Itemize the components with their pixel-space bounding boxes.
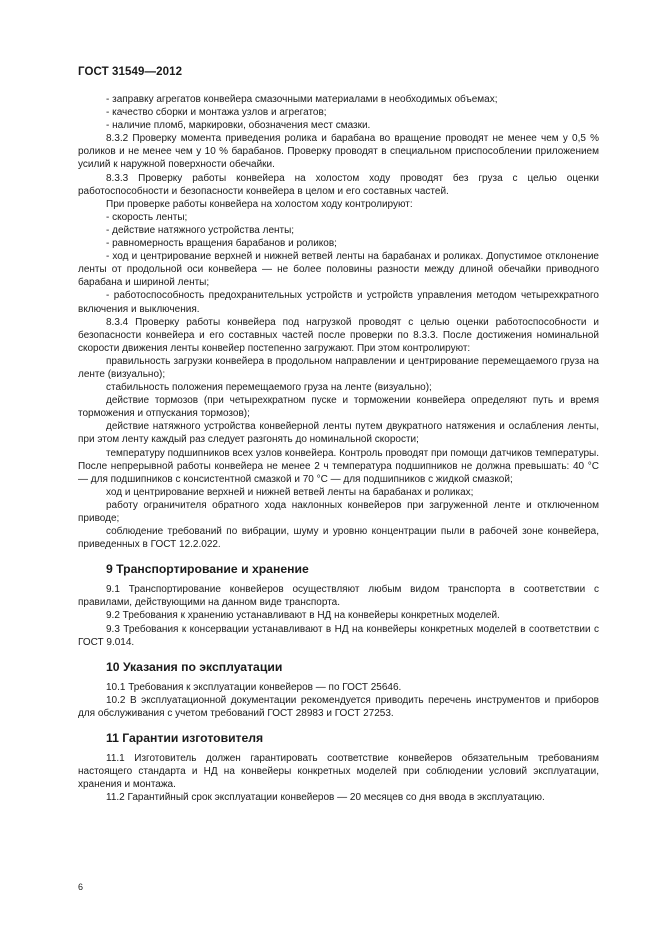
paragraph: При проверке работы конвейера на холостом ходу контролируют: xyxy=(106,198,413,210)
section-title: 11 Гарантии изготовителя xyxy=(106,731,264,746)
paragraph: 8.3.3 Проверку работы конвейера на холостом ходу проводят без груза с целью оценки работоспособности и безопасности конвейера в целом и его составных частей. xyxy=(78,172,599,197)
paragraph: стабильность положения перемещаемого груза на ленте (визуально); xyxy=(106,382,432,394)
paragraph: 10.1 Требования к эксплуатации конвейеров — по ГОСТ 25646. xyxy=(106,681,402,693)
paragraph: 11.2 Гарантийный срок эксплуатации конвейеров — 20 месяцев со дня ввода в эксплуатацию. xyxy=(106,792,545,804)
section-title: 9 Транспортирование и хранение xyxy=(106,562,309,577)
list-item: - работоспособность предохранительных устройств и устройств управления методом четырехкратного включения и выключения. xyxy=(78,290,599,315)
paragraph: действие натяжного устройства конвейерной ленты путем двукратного натяжения и ослабления ленты, при этом ленту каждый раз следует разгонять до номинальной скорости; xyxy=(78,421,599,446)
document-body xyxy=(78,93,599,804)
paragraph: 11.1 Изготовитель должен гарантировать соответствие конвейеров обязательным требованиям настоящего стандарта и НД на конвейеры конкретных моделей при соблюдении условий эксплуатации, хранения и монтажа. xyxy=(78,753,599,791)
list-item: - действие натяжного устройства ленты; xyxy=(106,224,295,236)
list-item: - равномерность вращения барабанов и роликов; xyxy=(106,238,337,250)
paragraph: 8.3.4 Проверку работы конвейера под нагрузкой проводят с целью оценки работоспособности и безопасности конвейера и его составных частей после проверки по 8.3.3. После достижения номинальной скорости движения ленты конвейер постепенно загружают. При этом контролируют: xyxy=(78,316,599,354)
paragraph: 9.2 Требования к хранению устанавливают в НД на конвейеры конкретных моделей. xyxy=(106,610,500,622)
paragraph: температуру подшипников всех узлов конвейера. Контроль проводят при помощи датчиков температуры. После непрерывной работы конвейера не менее 2 ч температура подшипников не должна превышать: 40 °C — для подшипников с консистентной смазкой и 70 °C — для подшипников с жидкой смазкой; xyxy=(78,447,599,485)
page-number: 6 xyxy=(78,882,84,892)
list-item: - наличие пломб, маркировки, обозначения мест смазки. xyxy=(106,120,371,132)
document-header: ГОСТ 31549—2012 xyxy=(78,66,183,78)
paragraph: 9.3 Требования к консервации устанавливают в НД на конвейеры конкретных моделей в соответствии с ГОСТ 9.014. xyxy=(78,623,599,648)
paragraph: правильность загрузки конвейера в продольном направлении и центрирование перемещаемого груза на ленте (визуально); xyxy=(78,355,599,380)
list-item: - ход и центрирование верхней и нижней ветвей ленты на барабанах и роликах. Допустимое отклонение ленты от продольной оси конвейера — не более половины разности между длиной обечайки приводного барабана и шириной ленты; xyxy=(78,251,599,289)
section-title: 10 Указания по эксплуатации xyxy=(106,659,283,674)
paragraph: 10.2 В эксплуатационной документации рекомендуется приводить перечень инструментов и приборов для обслуживания с учетом требований ГОСТ 28983 и ГОСТ 27253. xyxy=(78,694,599,719)
paragraph: 9.1 Транспортирование конвейеров осуществляют любым видом транспорта в соответствии с правилами, действующими на данном виде транспорта. xyxy=(78,584,599,609)
paragraph: ход и центрирование верхней и нижней ветвей ленты на барабанах и роликах; xyxy=(106,486,474,498)
list-item: - качество сборки и монтажа узлов и агрегатов; xyxy=(106,107,327,119)
paragraph: работу ограничителя обратного хода наклонных конвейеров при загруженной ленте и отключенном приводе; xyxy=(78,499,599,524)
list-item: - заправку агрегатов конвейера смазочными материалами в необходимых объемах; xyxy=(106,94,498,105)
list-item: - скорость ленты; xyxy=(106,211,188,223)
paragraph: соблюдение требований по вибрации, шуму и уровню концентрации пыли в рабочей зоне конвейера, приведенных в ГОСТ 12.2.022. xyxy=(78,526,599,551)
paragraph: действие тормозов (при четырехкратном пуске и торможении конвейера определяют путь и время торможения и отпускания тормозов); xyxy=(78,395,599,420)
paragraph: 8.3.2 Проверку момента приведения ролика и барабана во вращение проводят не менее чем у 0,5 % роликов и не менее чем у 10 % барабанов. Проверку проводят в специальном приспособлении приложением усилий к наружной поверхности обечайки. xyxy=(78,133,599,171)
